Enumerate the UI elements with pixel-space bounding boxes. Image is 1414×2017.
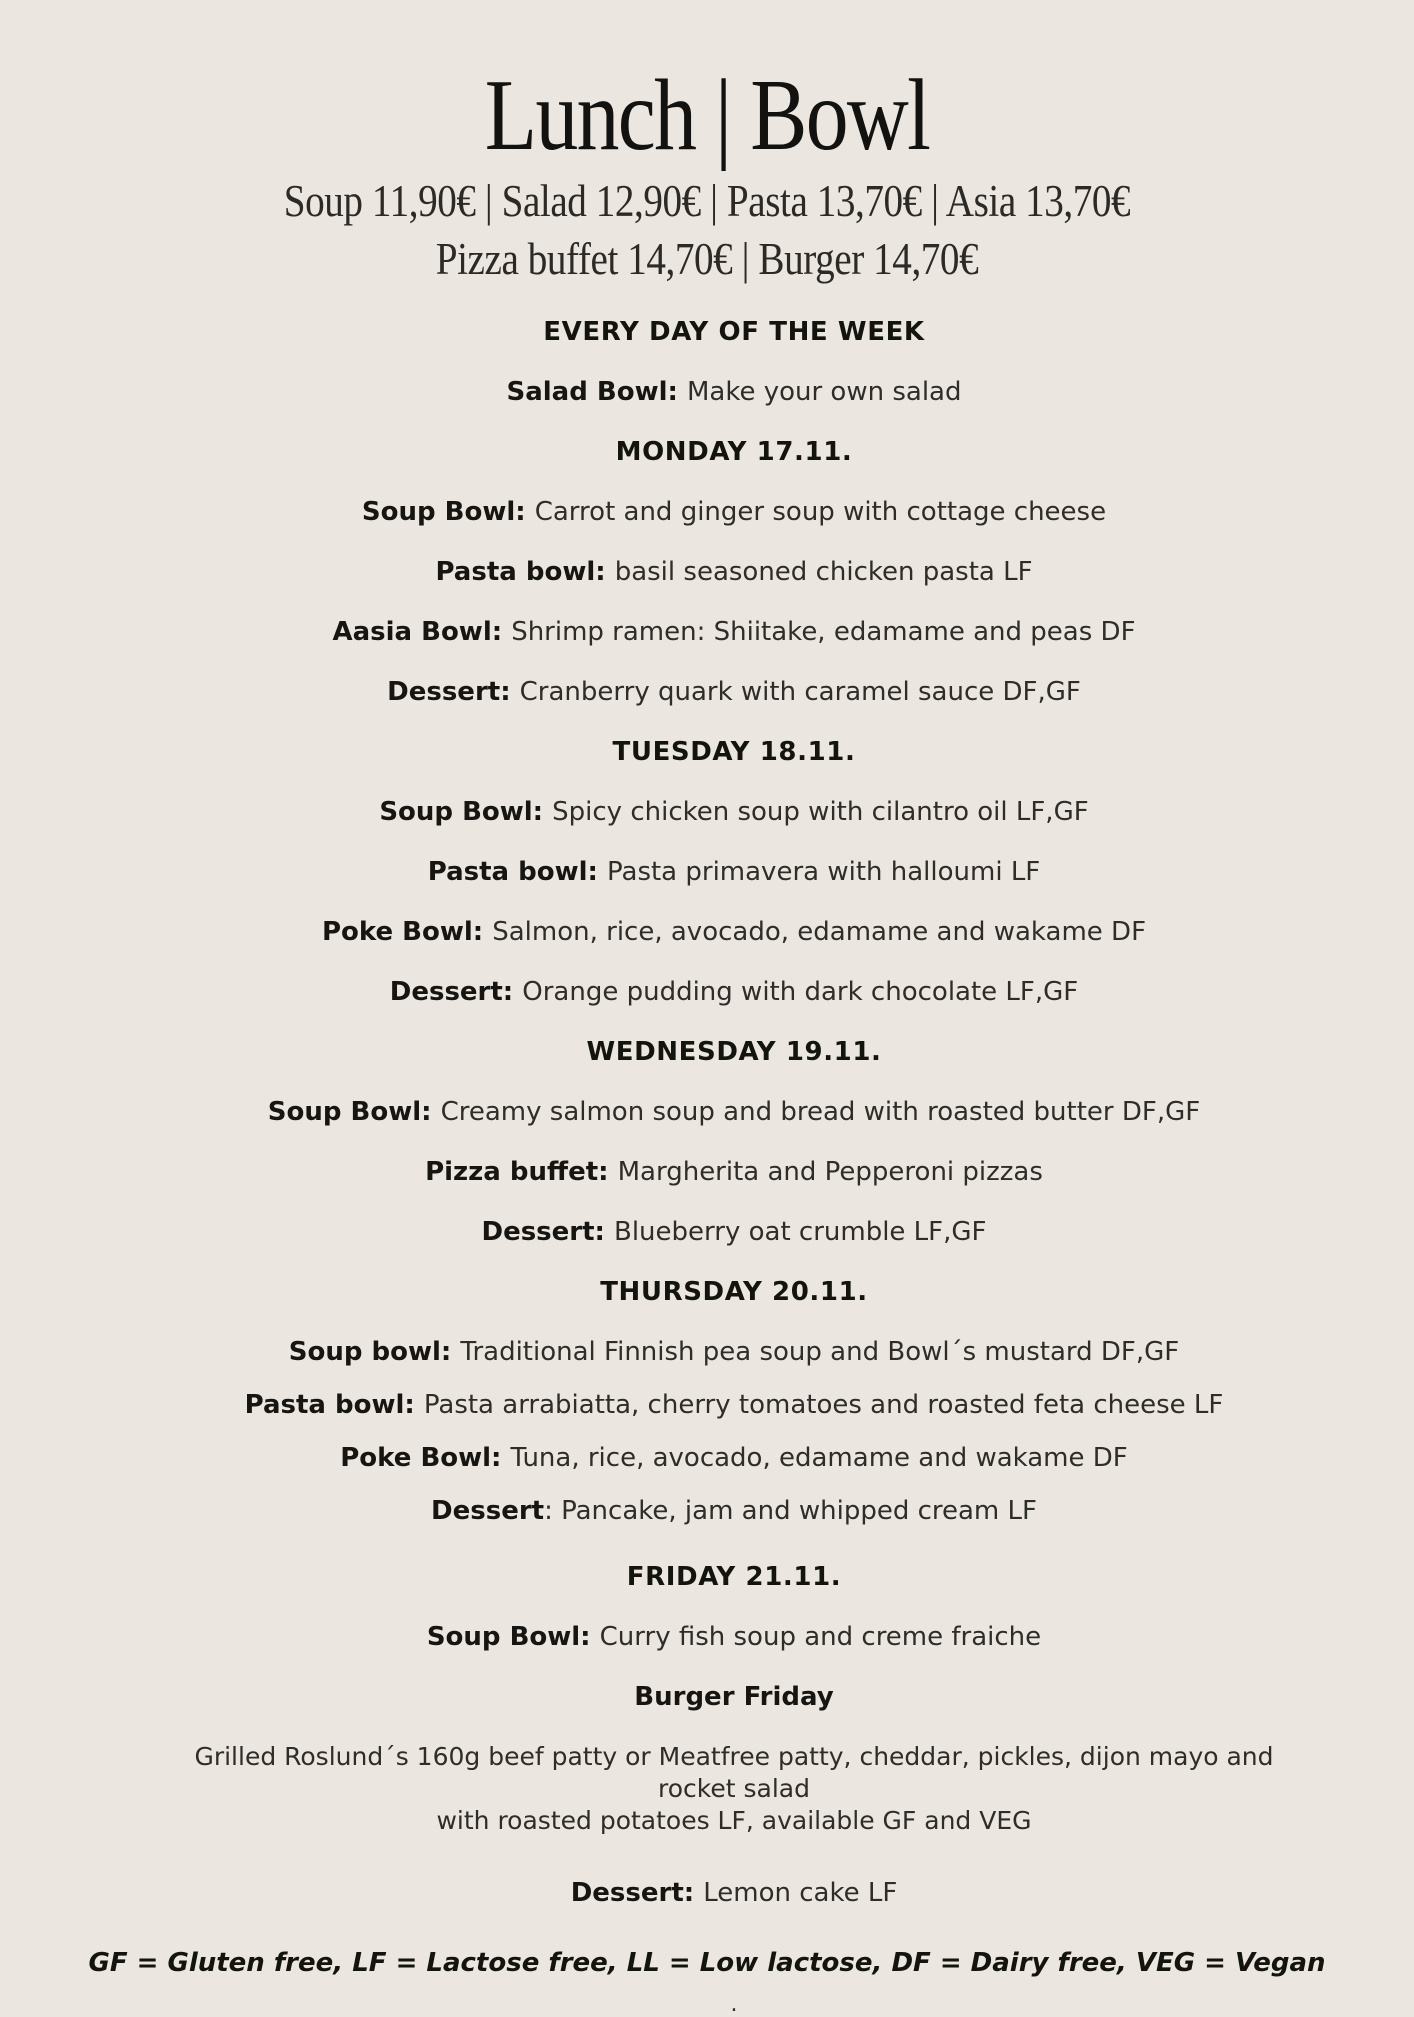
paragraph-line: Grilled Roslund´s 160g beef patty or Meatfree patty, cheddar, pickles, dijon mayo and xyxy=(194,1742,1274,1771)
menu-sections xyxy=(0,316,1414,1909)
section-heading: THURSDAY 20.11. xyxy=(600,1277,868,1307)
menu-item-label: Dessert: xyxy=(570,1878,704,1908)
menu-item xyxy=(54,1336,1414,1368)
menu-section xyxy=(54,436,1414,708)
menu-item-label: Pasta bowl: xyxy=(244,1390,424,1420)
menu-item-label: Dessert: xyxy=(389,977,523,1007)
menu-item-text: Creamy salmon soup and bread with roasted butter DF,GF xyxy=(440,1097,1201,1127)
paragraph-line: rocket salad xyxy=(658,1774,810,1803)
price-list xyxy=(0,172,1414,288)
menu-item-label: Soup Bowl: xyxy=(379,797,553,827)
menu-section xyxy=(54,316,1414,408)
price-line-1: Soup 11,90€ | Salad 12,90€ | Pasta 13,70€ | Asia 13,70€ xyxy=(283,176,1131,226)
section-heading: FRIDAY 21.11. xyxy=(626,1562,842,1592)
diet-legend: GF = Gluten free, LF = Lactose free, LL = Low lactose, DF = Dairy free, VEG = Vegan xyxy=(88,1948,1326,1978)
menu-item-label: Aasia Bowl: xyxy=(332,617,512,647)
trailing-period: . xyxy=(730,1992,738,2017)
paragraph-line: with roasted potatoes LF, available GF and VEG xyxy=(436,1806,1032,1835)
menu-section xyxy=(54,1561,1414,1909)
menu-item-label: Pasta bowl: xyxy=(435,557,615,587)
menu-item-text: Tuna, rice, avocado, edamame and wakame DF xyxy=(510,1443,1128,1473)
menu-item-label: Salad Bowl: xyxy=(506,377,687,407)
section-heading: MONDAY 17.11. xyxy=(615,437,853,467)
menu-item xyxy=(54,796,1414,828)
menu-item-text: Margherita and Pepperoni pizzas xyxy=(617,1157,1043,1187)
menu-item-label: Soup bowl: xyxy=(288,1337,461,1367)
menu-item xyxy=(54,1216,1414,1248)
menu-item xyxy=(54,556,1414,588)
menu-item xyxy=(54,1442,1414,1474)
menu-item-text: Spicy chicken soup with cilantro oil LF,GF xyxy=(552,797,1089,827)
menu-item-text: : Pancake, jam and whipped cream LF xyxy=(544,1496,1037,1526)
menu-item-text: Orange pudding with dark chocolate LF,GF xyxy=(522,977,1079,1007)
menu-item-label: Soup Bowl: xyxy=(426,1622,600,1652)
menu-item-label: Dessert xyxy=(431,1496,545,1526)
menu-item-text: Make your own salad xyxy=(686,377,962,407)
menu-item-label: Soup Bowl: xyxy=(267,1097,441,1127)
menu-item xyxy=(54,616,1414,648)
menu-item-label: Pasta bowl: xyxy=(427,857,607,887)
menu-section xyxy=(54,736,1414,1008)
menu-item-label: Dessert: xyxy=(481,1217,614,1247)
menu-item-label: Pizza buffet: xyxy=(425,1157,618,1187)
menu-item-text: Cranberry quark with caramel sauce DF,GF xyxy=(519,677,1081,707)
menu-item-text: Carrot and ginger soup with cottage cheese xyxy=(534,497,1107,527)
menu-item xyxy=(54,376,1414,408)
menu-item-text: Pasta arrabiatta, cherry tomatoes and roasted feta cheese LF xyxy=(423,1390,1224,1420)
menu-item xyxy=(54,1389,1414,1421)
menu-item xyxy=(54,856,1414,888)
menu-item xyxy=(54,496,1414,528)
menu-item-text: Shrimp ramen: Shiitake, edamame and peas DF xyxy=(511,617,1136,647)
menu-section xyxy=(54,1276,1414,1527)
menu-item xyxy=(54,976,1414,1008)
menu-item-label: Soup Bowl: xyxy=(361,497,535,527)
menu-item-label: Dessert: xyxy=(387,677,520,707)
menu-item-text: Lemon cake LF xyxy=(703,1878,898,1908)
menu-item xyxy=(54,1096,1414,1128)
menu-item-text: basil seasoned chicken pasta LF xyxy=(614,557,1033,587)
menu-item-label: Poke Bowl: xyxy=(321,917,493,947)
menu-item-text: Traditional Finnish pea soup and Bowl´s mustard DF,GF xyxy=(460,1337,1180,1367)
menu-item-label: Poke Bowl: xyxy=(340,1443,511,1473)
section-heading: TUESDAY 18.11. xyxy=(612,737,856,767)
menu-subheading: Burger Friday xyxy=(634,1682,834,1712)
menu-item xyxy=(54,1621,1414,1653)
menu-item-text: Salmon, rice, avocado, edamame and wakame DF xyxy=(492,917,1147,947)
menu-section xyxy=(54,1036,1414,1248)
page-title: Lunch | Bowl xyxy=(484,59,930,172)
section-heading: EVERY DAY OF THE WEEK xyxy=(543,317,925,347)
menu-item-text: Curry fish soup and creme fraiche xyxy=(599,1622,1042,1652)
menu-paragraph xyxy=(54,1741,1414,1837)
menu-item xyxy=(54,676,1414,708)
menu-item xyxy=(54,1495,1414,1527)
menu-item-text: Blueberry oat crumble LF,GF xyxy=(614,1217,987,1247)
menu-item xyxy=(54,1877,1414,1909)
section-heading: WEDNESDAY 19.11. xyxy=(586,1037,882,1067)
price-line-2: Pizza buffet 14,70€ | Burger 14,70€ xyxy=(435,234,979,284)
menu-item xyxy=(54,1156,1414,1188)
menu-item xyxy=(54,916,1414,948)
menu-item-text: Pasta primavera with halloumi LF xyxy=(607,857,1041,887)
